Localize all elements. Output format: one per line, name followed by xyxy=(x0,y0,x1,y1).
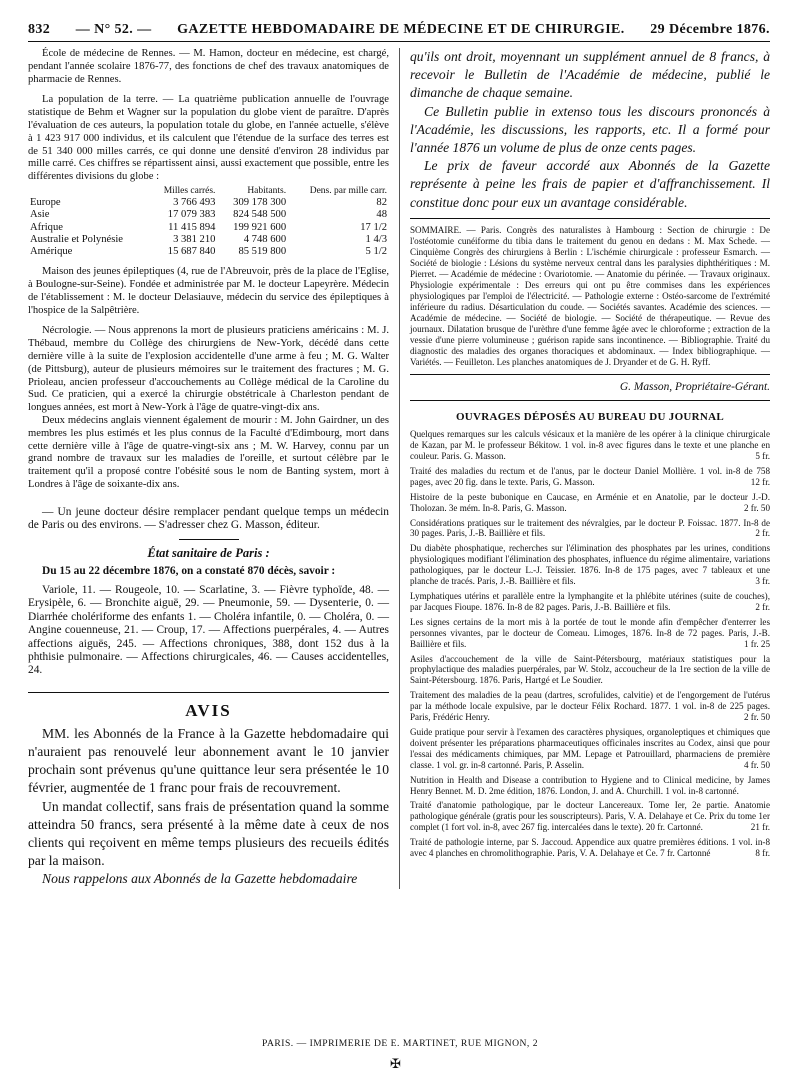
page-number: 832 xyxy=(28,22,51,37)
journal-title: GAZETTE HEBDOMADAIRE DE MÉDECINE ET DE CHIRURGIE. xyxy=(177,22,625,37)
book-price: 5 fr. xyxy=(755,451,770,462)
population-table xyxy=(28,185,389,258)
table-cell-miles: 3 381 210 xyxy=(173,233,216,245)
book-entry xyxy=(410,837,770,859)
book-text: Guide pratique pour servir à l'examen des caractères physiques, organoleptiques et chimiques que doivent présenter les préparations pharmaceutiques officinales inscrites au Codex, ainsi que pour l'essai des médicaments chimiques, par MM. Lepage et Patrouillard, pharmaciens de première classe. 1 vol. gr. in-8 cartonné. Paris, P. Asselin. xyxy=(410,726,770,770)
population-paragraph: La population de la terre. — La quatrième publication annuelle de l'ouvrage statistique de Behm et Wagner sur la population du globe vient de paraître. D'après l'évaluation de ces auteurs, la population totale du globe, en l'année actuelle, s'élève à 1 423 917 000 individus, et ils calculent que l'étendue de la surface des terres est de 51 340 000 milles carrés, ce qui donne une densité d'environ 28 individus par mille carré. Ces chiffres se répartissent ainsi, aussi exactement que possible, entre les différentes divisions du globe : xyxy=(28,94,389,183)
book-entry xyxy=(410,727,770,771)
book-entry xyxy=(410,800,770,833)
table-row xyxy=(28,197,389,209)
table-cell-inhabitants: 199 921 600 xyxy=(233,221,287,233)
gerant-signature: G. Masson, Propriétaire-Gérant. xyxy=(619,380,770,393)
table-cell-name: Europe xyxy=(30,197,61,209)
avis-paragraph-1: MM. les Abonnés de la France à la Gazette hebdomadaire qui n'auraient pas renouvelé leur abonnement avant le 10 janvier prochain sont prévenus qu'une quittance leur sera présentée le 10 février, augmentée de 1 franc pour frais de recouvrement. xyxy=(28,725,389,796)
book-text: Asiles d'accouchement de la ville de Saint-Pétersbourg, matériaux statistiques pour la prophylactique des maladies puerpérales, par W. Stolz, accoucheur de la 1re section de la ville de Saint-Pétersbourg. 1876. Paris, Hartgé et Le Soudier. xyxy=(410,653,770,686)
divider xyxy=(28,692,389,693)
book-entry xyxy=(410,518,770,540)
flourish-ornament: ✠ xyxy=(390,1056,401,1071)
book-entry xyxy=(410,690,770,723)
prix-paragraph: Le prix de faveur accordé aux Abonnés de la Gazette représente à peine les frais de papier et d'affranchissement. Il constitue donc pour eux un avantage considérable. xyxy=(410,158,770,210)
book-price: 1 fr. 25 xyxy=(743,638,770,649)
issue-date: 29 Décembre 1876. xyxy=(650,22,770,37)
etat-title: État sanitaire de Paris : xyxy=(147,545,270,560)
book-text: Du diabète phosphatique, recherches sur l'élimination des phosphates par les urines, conditions physiologiques modifiant l'élimination des phosphates, influence du régime alimentaire, variations pathologiques, par le docteur L.-J. Teissier. 1876. In-8 de 175 pages, avec 7 tableaux et une planche de tracés. Paris, J.-B. Baillière et fils. xyxy=(410,543,770,587)
left-column xyxy=(28,48,400,889)
book-entry xyxy=(410,654,770,687)
printer-footer: PARIS. — IMPRIMERIE DE E. MARTINET, RUE MIGNON, 2 xyxy=(261,1038,539,1049)
table-header: Habitants. xyxy=(247,185,287,196)
etat-intro: Du 15 au 22 décembre 1876, on a constaté 870 décès, savoir : xyxy=(42,564,336,577)
book-text: Lymphatiques utérins et parallèle entre la lymphangite et la phlébite utérines (suite de couches), par Jacques Fioupe. 1876. In-8 de 82 pages. Paris, J.-B. Baillière et fils. xyxy=(410,591,770,612)
maison-paragraph: Maison des jeunes épileptiques (4, rue de l'Abreuvoir, près de la place de l'Eglise, à Boulogne-sur-Seine). Fondée et administrée par M. le docteur Lapeyrère. Médecin de l'établissement : M. le docteur Delasiauve, médecin du service des épileptiques à l'hospice de la Salpêtrière. xyxy=(28,266,389,316)
table-cell-inhabitants: 824 548 500 xyxy=(233,209,287,221)
table-cell-inhabitants: 309 178 300 xyxy=(233,197,287,209)
divider xyxy=(410,218,770,219)
table-cell-inhabitants: 85 519 800 xyxy=(238,245,287,257)
table-header: Dens. par mille carr. xyxy=(309,185,387,196)
table-cell-miles: 15 687 840 xyxy=(167,245,216,257)
table-cell-name: Asie xyxy=(30,209,50,221)
table-cell-miles: 11 415 894 xyxy=(168,221,216,233)
book-entry xyxy=(410,591,770,613)
issue-number: — N° 52. — xyxy=(75,22,152,37)
ouvrages-title: OUVRAGES DÉPOSÉS AU BUREAU DU JOURNAL xyxy=(455,411,725,424)
book-price: 4 fr. 50 xyxy=(743,759,770,770)
book-text: Les signes certains de la mort mis à la portée de tout le monde afin d'empêcher d'enterrer les personnes vivantes, par le docteur de Comeau. Limoges, 1876. In-8 de 72 pages. Paris, J.-B. Baillière et fils. xyxy=(410,616,770,649)
page-header xyxy=(28,22,770,42)
book-entry xyxy=(410,492,770,514)
table-cell-miles: 3 766 493 xyxy=(173,197,216,209)
book-text: Quelques remarques sur les calculs vésicaux et la manière de les opérer à la clinique chirurgicale de Kazan, par M. le professeur Békitow. 1 vol. in-8 avec figures dans le texte et une planche en couleur. Paris. G. Masson. xyxy=(410,429,770,462)
jeune-docteur-notice: — Un jeune docteur désire remplacer pendant quelque temps un médecin de Paris ou des environs. — S'adresser chez G. Masson, éditeur. xyxy=(28,505,389,532)
divider xyxy=(410,400,770,401)
book-entry xyxy=(410,429,770,462)
avis-continuation: qu'ils ont droit, moyennant un supplément annuel de 8 francs, à recevoir le Bulletin de l'Académie de médecine, publié le dimanche de chaque semaine. xyxy=(410,49,770,101)
table-row xyxy=(28,222,389,234)
bulletin-paragraph: Ce Bulletin publie in extenso tous les discours prononcés à l'Académie, les discussions, les rapports, etc. Il a formé pour l'année 1876 un volume de plus de onze cents pages. xyxy=(410,103,770,156)
book-price: 2 fr. 50 xyxy=(743,712,770,723)
avis-paragraph-3: Nous rappelons aux Abonnés de la Gazette hebdomadaire xyxy=(42,871,358,887)
table-cell-density: 5 1/2 xyxy=(365,245,387,257)
divider xyxy=(410,374,770,375)
book-text: Traitement des maladies de la peau (dartres, scrofulides, calvitie) et de l'engorgement de l'utérus par la méthode locale expulsive, par le docteur Félix Rochard. 1877. 1 vol. in-8 de 225 pages. Paris, Frédéric Henry. xyxy=(410,690,770,723)
etat-body: Variole, 11. — Rougeole, 10. — Scarlatine, 3. — Fièvre typhoïde, 48. — Erysipèle, 6. — Bronchite aiguë, 29. — Pneumonie, 59. — Dysenterie, 0. — Diarrhée cholériforme des enfants 1. — Choléra infantile, 0. — Choléra, 0. — Angine couenneuse, 21. — Croup, 17. — Affections puerpérales, 4. — Autres affections aiguës, 245. — Affections chroniques, 388, dont 152 dus à la phthisie pulmonaire. — Affections chirurgicales, 46. — Causes accidentelles, 24. xyxy=(28,583,389,677)
table-row xyxy=(28,209,389,221)
book-text: Traité de pathologie interne, par S. Jaccoud. Appendice aux quatre premières éditions. 1 vol. in-8 avec 4 planches en chromolithographie. Paris, V. A. Delahaye et Ce. 7 fr. Cartonné xyxy=(410,837,770,859)
avis-title: AVIS xyxy=(185,700,232,720)
book-entry xyxy=(410,775,770,797)
table-cell-name: Afrique xyxy=(30,221,63,233)
divider xyxy=(179,539,239,540)
book-entry xyxy=(410,617,770,650)
book-list xyxy=(410,429,770,859)
book-price: 21 fr. xyxy=(750,822,770,833)
table-row xyxy=(28,246,389,258)
table-cell-miles: 17 079 383 xyxy=(167,209,216,221)
ecole-paragraph: École de médecine de Rennes. — M. Hamon, docteur en médecine, est chargé, pendant l'année scolaire 1876-77, des fonctions de chef des travaux anatomiques de pharmacie de Rennes. xyxy=(28,48,389,85)
sommaire: SOMMAIRE. — Paris. Congrès des naturalistes à Hambourg : Section de chirurgie : De l'ostéotomie cunéiforme du tibia dans le traitement du genou en dedans : M. Max Schede. — Cinquième Congrès des chirurgiens à Berlin : L'ischémie chirurgicale : professeur Esmarch. — Société de biologie : Lésions du système nerveux central dans les paralysies diphthéritiques : M. Pierret. — Académie de médecine : Ovariotomie. — Anatomie du périnée. — Travaux originaux. Physiologie expérimentale : Des erreurs qui ont pu être commises dans les expériences physiologiques par l'emploi de l'électricité. — Pathologie externe : Ostéo-sarcome de l'extrémité inférieure du radius. Désarticulation du coude. — Sociétés savantes. Académie des sciences. — Académie de médecine. — Société de biologie. — Société de thérapeutique. — Revue des journaux. Dilatation brusque de l'urèthre d'une femme âgée avec le chloroforme ; extraction de la vessie d'une pierre volumineuse ; guérison rapide sans incontinence. — Bibliographie. Traité du diagnostic des maladies des organes thoraciques et abdominaux. — Index bibliographique. — Variétés. — Feuilleton. Les planches anatomiques de J. Dryander et de G. H. Ryff. xyxy=(410,224,770,367)
book-price: 8 fr. xyxy=(755,848,770,859)
necrologie-paragraph: Nécrologie. — Nous apprenons la mort de plusieurs praticiens américains : M. J. Thébaud, membre du Collège des chirurgiens de New-York, décédé dans cette dernière ville à la suite de l'explosion accidentelle d'une arme à feu ; M. G. Walter (de Pittsburg), auteur de plusieurs mémoires sur le traitement des fractures ; M. G. Prioleau, ancien professeur d'accouchements au Collège médical de la Caroline du Sud. Ce praticien, qui a exercé la chirurgie obstétricale à Charleston pendant de longues années, est mort à New-York à l'âge de quatre-vingt-dix ans. xyxy=(28,325,389,414)
book-entry xyxy=(410,543,770,587)
table-cell-density: 17 1/2 xyxy=(360,221,387,233)
right-column xyxy=(400,48,770,889)
table-cell-inhabitants: 4 748 600 xyxy=(243,233,287,245)
table-row xyxy=(28,234,389,246)
book-text: Traité des maladies du rectum et de l'anus, par le docteur Daniel Mollière. 1 vol. in-8 de 758 pages, avec 20 fig. dans le texte. Paris, G. Masson. xyxy=(410,465,770,487)
table-cell-density: 82 xyxy=(376,197,387,209)
book-price: 12 fr. xyxy=(750,476,770,487)
book-entry xyxy=(410,466,770,488)
avis-paragraph-2: Un mandat collectif, sans frais de présentation quand la somme atteindra 50 francs, sera présenté à la même date à ceux de nos clients qui reçoivent en même temps plusieurs des recueils édités par la maison. xyxy=(28,798,389,869)
table-cell-density: 1 4/3 xyxy=(365,233,387,245)
book-text: Histoire de la peste bubonique en Caucase, en Arménie et en Anatolie, par le docteur J.-D. Tholozan. 3e mém. In-8. Paris, G. Masson. xyxy=(410,491,770,513)
book-price: 3 fr. xyxy=(755,576,770,587)
book-price: 2 fr. xyxy=(755,601,770,612)
table-cell-density: 48 xyxy=(376,209,387,221)
table-cell-name: Amérique xyxy=(30,245,73,257)
table-cell-name: Australie et Polynésie xyxy=(30,233,123,245)
book-text: Traité d'anatomie pathologique, par le docteur Lancereaux. Tome Ier, 2e partie. Anatomie pathologique générale (gratis pour les souscripteurs). Paris, V. A. Delahaye et Ce. Prix du tome 1er complet (1 fort vol. in-8, avec 267 fig. intercalées dans le texte). 20 fr. Cartonné. xyxy=(410,800,770,833)
book-price: 2 fr. xyxy=(755,528,770,539)
table-header: Milles carrés. xyxy=(163,185,216,196)
book-text: Nutrition in Health and Disease a contribution to Hygiene and to Clinical medicine, by James Henry Bennet. M. D. 2me édition, 1876. London, J. and A. Churchill. 1 vol. in-8 cartonné. xyxy=(410,774,770,796)
necrologie-paragraph-2: Deux médecins anglais viennent également de mourir : M. John Gairdner, un des membres les plus estimés et les plus connus de la Faculté d'Edimbourg, mort dans cette dernière ville à l'âge de quatre-vingt-six ans ; M. W. Harvey, connu par un grand nombre de travaux sur les maladies de l'oreille, et surtout célèbre par le traitement qu'il a proposé contre l'obésité sous le nom de Banting system, mort à Londres à l'âge de soixante-dix ans. xyxy=(28,414,389,490)
book-price: 2 fr. 50 xyxy=(743,502,770,513)
book-text: Considérations pratiques sur le traitement des névralgies, par le docteur P. Foissac. 1877. In-8 de 30 pages. Paris, J.-B. Baillière et fils. xyxy=(410,517,770,539)
